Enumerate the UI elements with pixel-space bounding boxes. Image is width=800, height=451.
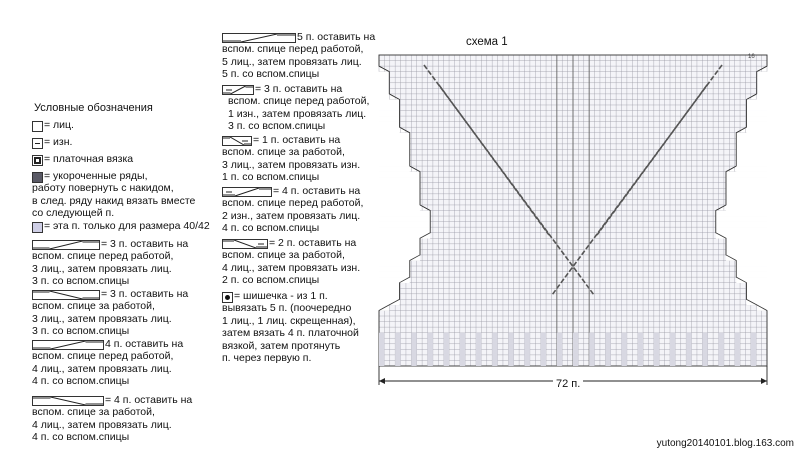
chart-margin	[378, 99, 399, 105]
chart-margin	[378, 233, 430, 239]
chart-margin	[378, 111, 399, 117]
legend-text: 4 п. оставить на	[105, 338, 184, 350]
chart-margin	[757, 94, 768, 100]
rib-column	[508, 333, 513, 366]
legend-text: = укороченные ряды,	[44, 170, 148, 182]
rib-column	[428, 333, 433, 366]
chart-margin	[726, 249, 768, 255]
chart-margin	[736, 138, 768, 144]
chart-margin	[716, 222, 768, 228]
legend-text: вспом. спице перед работой,	[228, 95, 370, 108]
legend-text: 3 лиц., затем провязать лиц.	[32, 312, 172, 325]
legend-text: со следующей п.	[32, 207, 115, 220]
rib-column	[670, 333, 675, 366]
chart-margin	[736, 149, 768, 155]
chart-margin	[378, 105, 399, 111]
legend-title: Условные обозначения	[34, 102, 153, 114]
chart-margin	[378, 144, 410, 150]
legend-text: 3 лиц., затем провязать изн.	[222, 158, 361, 171]
legend-text: = 3 п. оставить на	[255, 83, 343, 95]
legend-text: = 2 п. оставить на	[269, 237, 357, 249]
rib-column	[395, 333, 400, 366]
chart-margin	[378, 133, 410, 139]
legend-text: 3 п. со вспом.спицы	[228, 120, 326, 133]
legend-text: = шишечка - из 1 п.	[234, 290, 328, 302]
rib-column	[735, 333, 740, 366]
legend-text: вспом. спице за работой,	[32, 406, 155, 419]
legend-text: вспом. спице перед работой,	[222, 197, 364, 210]
legend-text: 3 лиц., затем провязать лиц.	[32, 262, 172, 275]
legend-text: в след. ряду накид вязать вместе	[32, 194, 196, 207]
rib-column	[492, 333, 497, 366]
chart-margin	[378, 283, 399, 289]
rib-column	[702, 333, 707, 366]
legend-text: 2 п. со вспом.спицы	[222, 274, 320, 287]
chart-margin	[726, 188, 768, 194]
legend-text: вспом. спице перед работой,	[32, 250, 174, 263]
chart-margin	[757, 77, 768, 83]
legend-text: 4 п. со вспом.спицы	[32, 375, 130, 388]
rib-column	[622, 333, 627, 366]
chart-margin	[716, 233, 768, 239]
chart-margin	[747, 294, 768, 300]
chart-margin	[736, 161, 768, 167]
legend-text: 5 п. оставить на	[297, 31, 376, 43]
legend-text: = 3 п. оставить на	[101, 238, 189, 250]
rib-column	[460, 333, 465, 366]
chart-margin	[726, 244, 768, 250]
chart-margin	[378, 77, 389, 83]
chart-margin	[736, 272, 768, 278]
legend-text: 3 п. со вспом.спицы	[32, 275, 130, 288]
rib-column	[379, 333, 384, 366]
legend-text: вспом. спице за работой,	[222, 146, 345, 159]
rib-column	[638, 333, 643, 366]
rib-column	[686, 333, 691, 366]
chart-margin	[378, 266, 410, 272]
chart-margin	[716, 211, 768, 217]
rib-column	[589, 333, 594, 366]
legend-text: 5 п. со вспом.спицы	[222, 68, 320, 81]
legend-text: 4 лиц., затем провязать лиц.	[32, 362, 172, 375]
chart-margin	[378, 122, 399, 128]
rib-column	[719, 333, 724, 366]
chart-margin	[378, 288, 399, 294]
chart-margin	[378, 294, 399, 300]
legend-text: вспом. спице перед работой,	[222, 43, 364, 56]
chart-margin	[378, 127, 399, 133]
legend-text: п. через первую п.	[222, 352, 312, 364]
chart-margin	[747, 288, 768, 294]
arrow-head-right	[761, 378, 767, 384]
legend-text: = 3 п. оставить на	[101, 288, 189, 300]
chart-margin	[757, 88, 768, 94]
chart-margin	[747, 299, 768, 305]
legend-text: = изн.	[44, 136, 73, 148]
legend-text: 3 п. со вспом.спицы	[32, 325, 130, 338]
legend-text: = эта п. только для размера 40/42	[44, 220, 210, 232]
chart-margin	[716, 227, 768, 233]
legend-text: = платочная вязка	[44, 153, 134, 165]
legend-text: вспом. спице перед работой,	[32, 350, 174, 363]
chart-margin	[378, 72, 389, 78]
chart-margin	[747, 99, 768, 105]
chart-margin	[378, 272, 410, 278]
legend-text: вязкой, затем протянуть	[222, 339, 341, 352]
legend-text: = 4 п. оставить на	[105, 394, 193, 406]
chart-margin	[726, 199, 768, 205]
chart-margin	[726, 183, 768, 189]
chart-margin	[378, 177, 420, 183]
chart-margin	[378, 188, 420, 194]
legend-text: = 1 п. оставить на	[253, 134, 341, 146]
chart-margin	[716, 216, 768, 222]
legend-text: работу повернуть с накидом,	[32, 182, 174, 195]
chart-margin	[378, 260, 410, 266]
chart-margin	[378, 155, 410, 161]
legend-text: 1 изн., затем провязать лиц.	[228, 107, 367, 120]
scheme-title: схема 1	[466, 36, 508, 48]
rib-column	[573, 333, 578, 366]
chart-margin	[726, 194, 768, 200]
chart-margin	[747, 127, 768, 133]
chart-margin	[747, 122, 768, 128]
legend-text: = лиц.	[44, 119, 74, 131]
chart-margin	[378, 183, 420, 189]
chart-margin	[747, 283, 768, 289]
chart-margin	[378, 149, 410, 155]
chart-margin	[378, 222, 430, 228]
chart-margin	[378, 161, 410, 167]
chart-margin	[726, 177, 768, 183]
legend-text: 5 лиц., затем провязать лиц.	[222, 55, 362, 68]
rib-column	[605, 333, 610, 366]
chart-margin	[736, 266, 768, 272]
rib-column	[444, 333, 449, 366]
chart-margin	[736, 260, 768, 266]
chart-margin	[378, 138, 410, 144]
chart-margin	[378, 249, 420, 255]
chart-margin	[378, 238, 420, 244]
chart-margin	[378, 116, 399, 122]
chart-margin	[726, 205, 768, 211]
footer-url: yutong20140101.blog.163.com	[656, 438, 794, 449]
chart-margin	[747, 111, 768, 117]
rib-column	[411, 333, 416, 366]
rib-column	[541, 333, 546, 366]
chart-margin	[747, 116, 768, 122]
rib-column	[525, 333, 530, 366]
legend-text: 4 лиц., затем провязать лиц.	[32, 418, 172, 431]
row-number: 16	[748, 54, 755, 60]
chart-margin	[378, 299, 399, 305]
chart-margin	[378, 216, 430, 222]
chart-margin	[378, 166, 410, 172]
chart-margin	[757, 72, 768, 78]
chart-margin	[378, 94, 389, 100]
legend-text: вспом. спице за работой,	[222, 249, 345, 262]
legend-text: 2 изн., затем провязать лиц.	[222, 209, 361, 222]
chart-margin	[378, 199, 420, 205]
chart-margin	[726, 172, 768, 178]
chart-margin	[378, 194, 420, 200]
chart-margin	[736, 133, 768, 139]
chart-margin	[378, 205, 420, 211]
chart-margin	[747, 105, 768, 111]
chart-margin	[378, 172, 420, 178]
rib-column	[751, 333, 756, 366]
legend-text: вывязать 5 п. (поочередно	[222, 302, 352, 315]
chart-margin	[378, 244, 420, 250]
chart-margin	[726, 255, 768, 261]
legend-text: 4 п. со вспом.спицы	[222, 222, 320, 235]
rib-column	[476, 333, 481, 366]
chart-margin	[378, 211, 430, 217]
chart-margin	[378, 255, 420, 261]
rib-column	[654, 333, 659, 366]
legend-text: = 4 п. оставить на	[273, 185, 361, 197]
stitch-count-label: 72 п.	[553, 378, 583, 390]
chart-margin	[736, 155, 768, 161]
chart-margin	[736, 166, 768, 172]
legend-text: 4 лиц., затем провязать изн.	[222, 261, 361, 274]
legend-text: 4 п. со вспом.спицы	[32, 431, 130, 444]
legend-text: 1 п. со вспом.спицы	[222, 171, 320, 184]
chart-margin	[736, 144, 768, 150]
chart-margin	[378, 227, 430, 233]
rib-column	[557, 333, 562, 366]
legend-text: вспом. спице за работой,	[32, 300, 155, 313]
chart-margin	[726, 238, 768, 244]
chart-margin	[757, 83, 768, 89]
chart-margin	[378, 88, 389, 94]
legend-text: затем вязать 4 п. платочной	[222, 327, 359, 340]
legend-text: 1 лиц., 1 лиц. скрещенная),	[222, 314, 356, 327]
chart-margin	[378, 83, 389, 89]
arrow-head-left	[379, 378, 385, 384]
